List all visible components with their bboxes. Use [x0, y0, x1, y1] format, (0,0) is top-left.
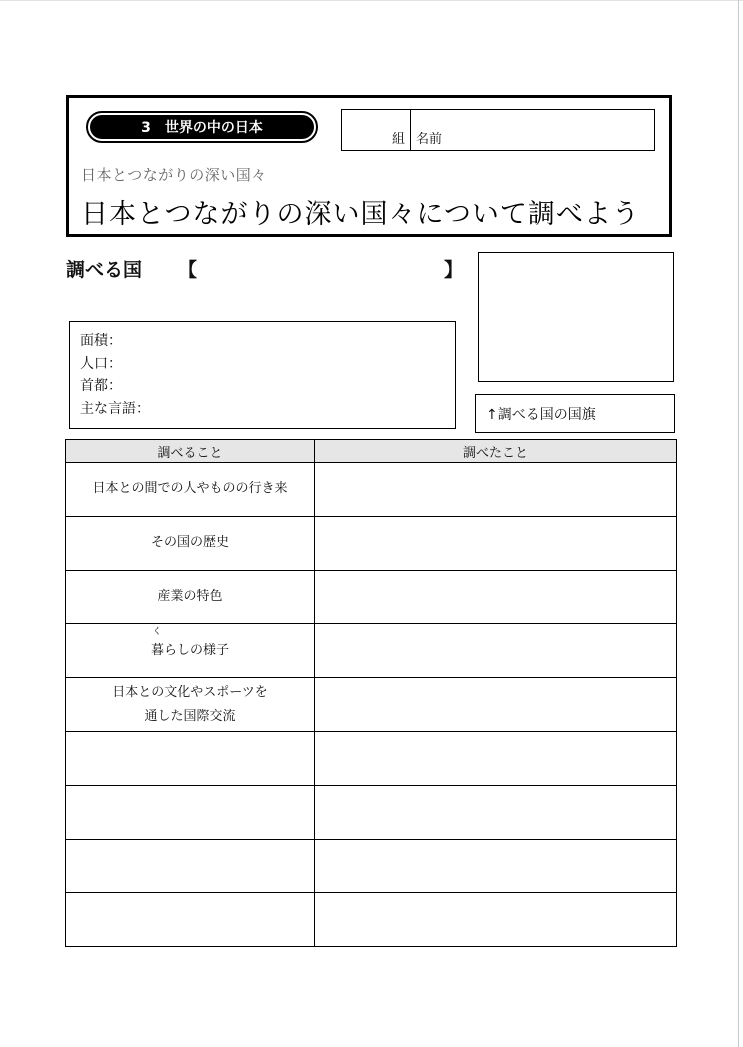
topic-cell	[66, 839, 315, 893]
table-row	[66, 731, 677, 785]
topic-cell	[66, 678, 315, 732]
page-edge-top	[0, 0, 743, 1]
table-row	[66, 516, 677, 570]
kurashi-rest: らしの様子	[164, 642, 230, 658]
class-name-box	[341, 109, 655, 151]
topic-cell	[66, 893, 315, 947]
topic-cell	[66, 624, 315, 678]
findings-cell	[315, 678, 677, 732]
area-label: 面積：	[80, 333, 122, 349]
kurashi-kanji-with-ruby	[150, 626, 164, 663]
topic-cell: その国の歴史	[66, 516, 315, 570]
table-row	[66, 624, 677, 678]
country-info-box	[69, 321, 456, 429]
population-label: 人口：	[80, 355, 122, 372]
topic-cell: 産業の特色	[66, 570, 315, 624]
name-label: 名前	[416, 132, 443, 147]
header-findings: 調べたこと	[315, 440, 677, 463]
topic-line-2: 通した国際交流	[144, 708, 236, 724]
table-row	[66, 678, 677, 732]
ruby-reading: く	[152, 626, 162, 637]
header-topic: 調べること	[66, 440, 315, 463]
worksheet-title: 日本とつながりの深い国々について調べよう	[81, 199, 640, 230]
kurashi-kanji: 暮	[150, 642, 164, 658]
flag-drawing-box	[478, 252, 674, 382]
class-label: 組	[392, 132, 406, 147]
unit-badge	[86, 111, 318, 143]
country-label: 調べる国	[66, 259, 143, 281]
page-edge-right	[738, 0, 739, 1047]
table-header-row	[66, 440, 677, 463]
topic-line-1: 日本との文化やスポーツを	[112, 684, 268, 700]
findings-cell	[315, 785, 677, 839]
worksheet-header	[66, 95, 672, 237]
table-row	[66, 839, 677, 893]
findings-cell	[315, 463, 677, 517]
findings-cell	[315, 516, 677, 570]
table-row	[66, 893, 677, 947]
findings-cell	[315, 624, 677, 678]
flag-caption: ↑調べる国の国旗	[475, 394, 675, 433]
language-label: 主な言語：	[80, 400, 150, 417]
findings-cell	[315, 570, 677, 624]
findings-cell	[315, 893, 677, 947]
findings-cell	[315, 839, 677, 893]
table-row	[66, 570, 677, 624]
capital-label: 首都：	[80, 378, 122, 394]
findings-cell	[315, 731, 677, 785]
topic-cell	[66, 731, 315, 785]
topic-cell	[66, 785, 315, 839]
table-row	[66, 463, 677, 517]
topic-cell: 日本との間での人やものの行き来	[66, 463, 315, 517]
country-bracket-close: 】	[444, 259, 464, 281]
table-row	[66, 785, 677, 839]
country-bracket-open: 【	[178, 259, 198, 281]
worksheet-subtitle: 日本とつながりの深い国々	[81, 166, 267, 184]
name-box-divider	[410, 110, 411, 150]
unit-label: 3 世界の中の日本	[90, 115, 314, 139]
research-table	[65, 439, 677, 947]
